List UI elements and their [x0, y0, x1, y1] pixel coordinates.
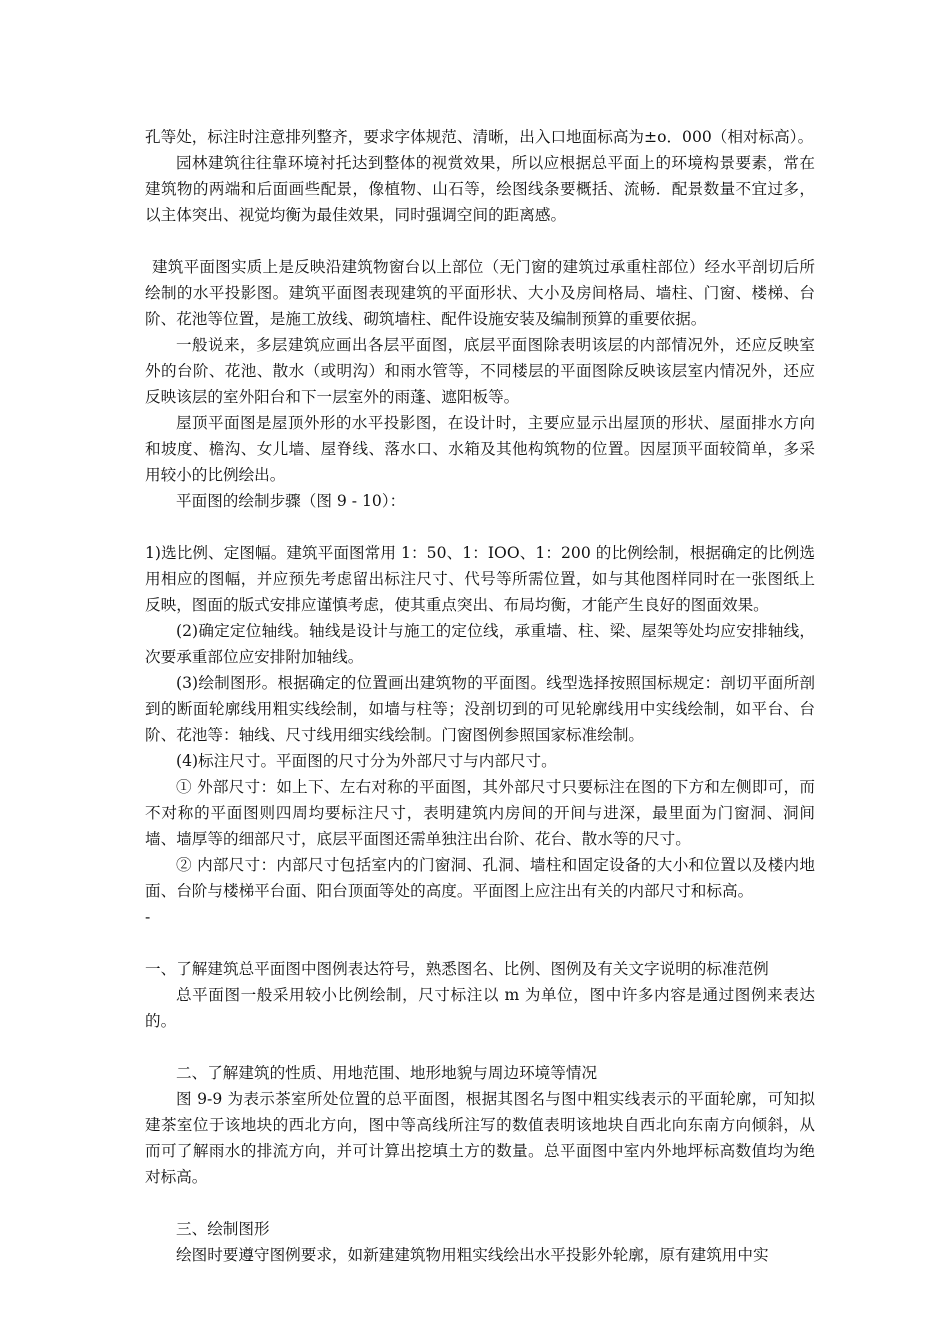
spacer	[145, 1034, 815, 1060]
paragraph-dash: -	[145, 908, 151, 926]
paragraph-external-dimensions: ① 外部尺寸：如上下、左右对称的平面图，其外部尺寸只要标注在图的下方和左侧即可，而不对称的平面图则四周均要标注尺寸，表明建筑内房间的开间与进深，最里面为门窗洞、洞间墙、墙厚等的细部尺寸，底层平面图还需单独注出台阶、花台、散水等的尺寸。	[145, 778, 815, 848]
paragraph-step-3: (3)绘制图形。根据确定的位置画出建筑物的平面图。线型选择按照国标规定：剖切平面所剖到的断面轮廓线用粗实线绘制，如墙与柱等；没剖切到的可见轮廓线用中实线绘制，如平台、台阶、花池等：轴线、尺寸线用细实线绘制。门窗图例参照国家标准绘制。	[145, 674, 815, 744]
paragraph-step-1: 1)选比例、定图幅。建筑平面图常用 1：50、1：IOO、1：200 的比例绘制，根据确定的比例选用相应的图幅，并应预先考虑留出标注尺寸、代号等所需位置，如与其他图样同时在一张图纸上反映，图面的版式安排应谨慎考虑，使其重点突出、布局均衡，才能产生良好的图面效果。	[145, 544, 815, 614]
paragraph-garden-architecture: 园林建筑往往靠环境衬托达到整体的视赏效果，所以应根据总平面上的环境构景要素，常在建筑物的两端和后面画些配景，像植物、山石等，绘图线条要概括、流畅．配景数量不宜过多，以主体突出、视觉均衡为最佳效果，同时强调空间的距离感。	[145, 154, 815, 224]
spacer	[145, 228, 815, 254]
paragraph-internal-dimensions: ② 内部尺寸：内部尺寸包括室内的门窗洞、孔洞、墙柱和固定设备的大小和位置以及楼内地面、台阶与楼梯平台面、阳台顶面等处的高度。平面图上应注出有关的内部尺寸和标高。	[145, 856, 815, 900]
paragraph-floor-plan-definition: 建筑平面图实质上是反映沿建筑物窗台以上部位（无门窗的建筑过承重柱部位）经水平剖切后所绘制的水平投影图。建筑平面图表现建筑的平面形状、大小及房间格局、墙柱、门窗、楼梯、台阶、花池等位置，是施工放线、砌筑墙柱、配件设施安装及编制预算的重要依据。	[145, 258, 815, 328]
heading-section-three: 三、绘制图形	[176, 1220, 270, 1238]
paragraph-multi-storey: 一般说来，多层建筑应画出各层平面图，底层平面图除表明该层的内部情况外，还应反映室外的台阶、花池、散水（或明沟）和雨水管等，不同楼层的平面图除反映该层室内情况外，还应反映该层的室外阳台和下一层室外的雨蓬、遮阳板等。	[145, 336, 815, 406]
paragraph-site-plan-scale: 总平面图一般采用较小比例绘制，尺寸标注以 m 为单位，图中许多内容是通过图例来表达的。	[145, 986, 815, 1030]
heading-section-two: 二、了解建筑的性质、用地范围、地形地貌与周边环境等情况	[176, 1064, 598, 1082]
document-page	[145, 124, 815, 1268]
paragraph-drawing-rules: 绘图时要遵守图例要求，如新建建筑物用粗实线绘出水平投影外轮廓，原有建筑用中实	[176, 1246, 769, 1264]
paragraph-drawing-steps-heading: 平面图的绘制步骤（图 9 - 10）：	[176, 492, 406, 510]
paragraph-roof-plan: 屋顶平面图是屋顶外形的水平投影图，在设计时，主要应显示出屋顶的形状、屋面排水方向和坡度、檐沟、女儿墙、屋脊线、落水口、水箱及其他构筑物的位置。因屋顶平面较简单，多采用较小的比例绘出。	[145, 414, 815, 484]
spacer	[145, 1190, 815, 1216]
paragraph-step-2: (2)确定定位轴线。轴线是设计与施工的定位线，承重墙、柱、梁、屋架等处均应安排轴线，次要承重部位应安排附加轴线。	[145, 622, 815, 666]
spacer	[145, 514, 815, 540]
paragraph-step-4: (4)标注尺寸。平面图的尺寸分为外部尺寸与内部尺寸。	[176, 752, 557, 770]
paragraph-annotation-continuation: 孔等处，标注时注意排列整齐，要求字体规范、清晰，出入口地面标高为±o．000（相对标高）。	[145, 128, 814, 146]
paragraph-teahouse-site: 图 9-9 为表示茶室所处位置的总平面图，根据其图名与图中粗实线表示的平面轮廓，可知拟建茶室位于该地块的西北方向，图中等高线所注写的数值表明该地块自西北向东南方向倾斜，从而可了解雨水的排流方向，并可计算出挖填土方的数量。总平面图中室内外地坪标高数值均为绝对标高。	[145, 1090, 815, 1186]
heading-section-one: 一、了解建筑总平面图中图例表达符号，熟悉图名、比例、图例及有关文字说明的标准范例	[145, 960, 769, 978]
spacer	[145, 930, 815, 956]
